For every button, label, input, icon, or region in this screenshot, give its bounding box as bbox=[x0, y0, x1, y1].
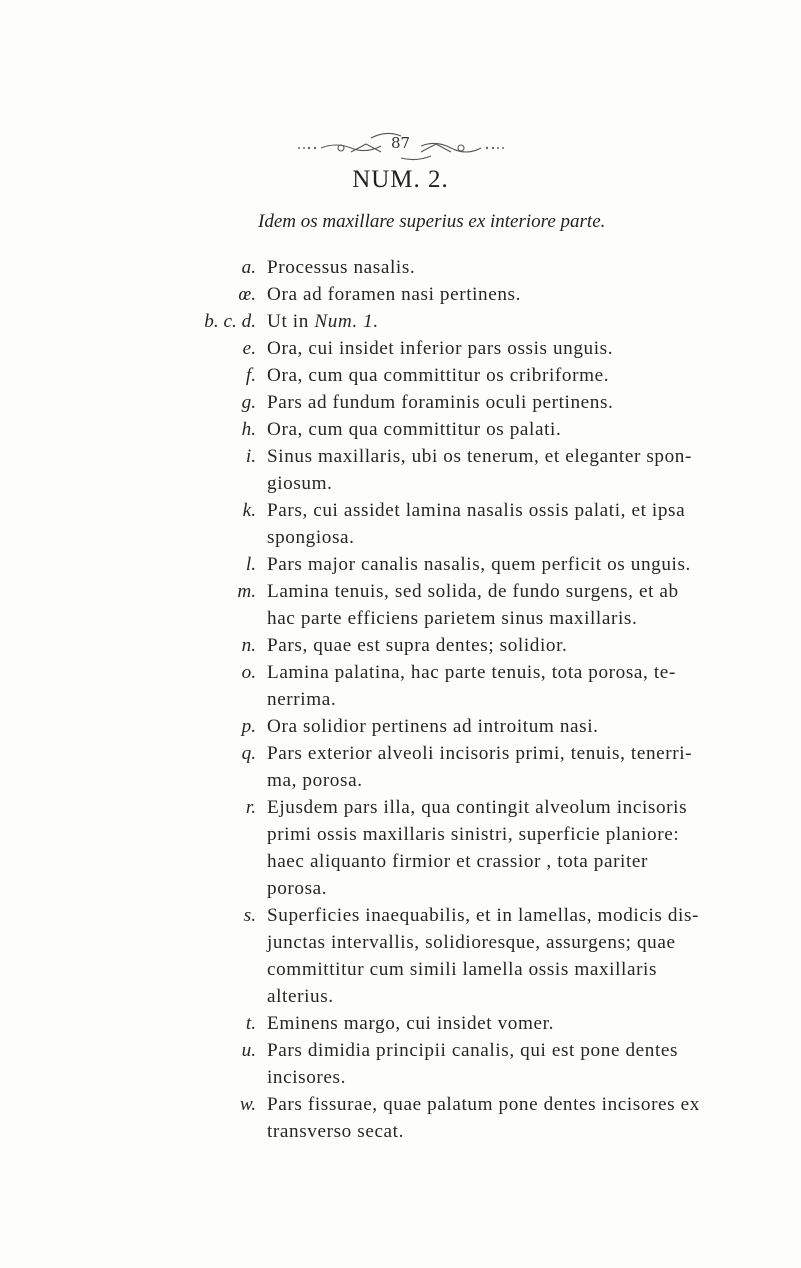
legend-entry bbox=[0, 1037, 801, 1091]
legend-description bbox=[267, 632, 604, 659]
legend-entry bbox=[0, 902, 801, 1010]
description-line: incisores. bbox=[267, 1067, 347, 1088]
description-line: Sinus maxillaris, ubi os tenerum, et eleganter spon- bbox=[267, 446, 692, 467]
legend-description bbox=[267, 740, 693, 794]
legend-entry bbox=[0, 740, 801, 794]
legend-description bbox=[267, 497, 686, 551]
description-line: nerrima. bbox=[267, 689, 337, 710]
description-line: Pars, quae est supra dentes; solidior. bbox=[267, 635, 568, 656]
legend-key: t. bbox=[245, 1013, 256, 1034]
legend-description bbox=[267, 902, 700, 1010]
legend-entry bbox=[0, 308, 801, 335]
legend-key: i. bbox=[245, 446, 256, 467]
description-line: Superficies inaequabilis, et in lamellas, modicis dis- bbox=[267, 905, 700, 926]
legend-list bbox=[0, 254, 801, 1145]
legend-key: f. bbox=[245, 365, 256, 386]
description-line: Pars dimidia principii canalis, qui est pone dentes bbox=[267, 1040, 679, 1061]
description-line: Ora, cum qua committitur os cribriforme. bbox=[267, 365, 610, 386]
description-line: Ora, cum qua committitur os palati. bbox=[267, 419, 562, 440]
description-line: Eminens margo, cui insidet vomer. bbox=[267, 1013, 554, 1034]
page-number: 87 bbox=[390, 134, 411, 152]
description-line: giosum. bbox=[267, 473, 333, 494]
description-line: Lamina tenuis, sed solida, de fundo surgens, et ab bbox=[267, 581, 679, 602]
description-line: spongiosa. bbox=[267, 527, 355, 548]
legend-description bbox=[267, 281, 604, 308]
legend-key: u. bbox=[241, 1040, 256, 1061]
legend-entry bbox=[0, 1010, 801, 1037]
legend-key: œ. bbox=[238, 284, 256, 305]
cross-reference: Num. 1. bbox=[314, 311, 379, 332]
legend-key: h. bbox=[241, 419, 256, 440]
legend-entry bbox=[0, 389, 801, 416]
description-line: ma, porosa. bbox=[267, 770, 363, 791]
description-line: Pars fissurae, quae palatum pone dentes incisores ex bbox=[267, 1094, 700, 1115]
description-line: Ejusdem pars illa, qua contingit alveolum incisoris bbox=[267, 797, 688, 818]
legend-entry bbox=[0, 713, 801, 740]
legend-description bbox=[267, 1037, 679, 1091]
legend-key: r. bbox=[245, 797, 256, 818]
legend-entry bbox=[0, 254, 801, 281]
description-line: hac parte efficiens parietem sinus maxillaris. bbox=[267, 608, 638, 629]
legend-key: w. bbox=[239, 1094, 256, 1115]
legend-key: k. bbox=[242, 500, 256, 521]
description-line: primi ossis maxillaris sinistri, superficie planiore: bbox=[267, 824, 680, 845]
legend-key: o. bbox=[241, 662, 256, 683]
legend-key: g. bbox=[241, 392, 256, 413]
legend-description bbox=[267, 254, 604, 281]
legend-key: n. bbox=[241, 635, 256, 656]
legend-description bbox=[267, 416, 604, 443]
legend-key: b. c. d. bbox=[204, 311, 256, 332]
legend-description bbox=[267, 335, 614, 362]
description-line: Lamina palatina, hac parte tenuis, tota porosa, te- bbox=[267, 662, 676, 683]
legend-key: l. bbox=[245, 554, 256, 575]
legend-description bbox=[267, 389, 614, 416]
description-line: transverso secat. bbox=[267, 1121, 404, 1142]
description-line: Ora solidior pertinens ad introitum nasi. bbox=[267, 716, 599, 737]
legend-entry bbox=[0, 794, 801, 902]
legend-entry bbox=[0, 632, 801, 659]
legend-entry bbox=[0, 443, 801, 497]
description-prefix: Ut in bbox=[267, 311, 315, 332]
legend-key: e. bbox=[242, 338, 256, 359]
legend-key: s. bbox=[243, 905, 256, 926]
legend-description bbox=[267, 362, 610, 389]
legend-entry bbox=[0, 1091, 801, 1145]
legend-key: a. bbox=[241, 257, 256, 278]
section-title: NUM. 2. bbox=[352, 166, 449, 193]
legend-description bbox=[267, 578, 679, 632]
legend-entry bbox=[0, 659, 801, 713]
legend-description bbox=[267, 659, 676, 713]
legend-description bbox=[267, 794, 688, 902]
description-line: committitur cum simili lamella ossis maxillaris bbox=[267, 959, 658, 980]
description-line: Pars, cui assidet lamina nasalis ossis palati, et ipsa bbox=[267, 500, 686, 521]
legend-description bbox=[267, 443, 692, 497]
legend-entry bbox=[0, 416, 801, 443]
legend-description bbox=[267, 713, 604, 740]
section-subtitle: Idem os maxillare superius ex interiore parte. bbox=[258, 211, 606, 232]
description-line: porosa. bbox=[267, 878, 328, 899]
description-line: Pars exterior alveoli incisoris primi, tenuis, tenerri- bbox=[267, 743, 693, 764]
legend-key: q. bbox=[241, 743, 256, 764]
legend-description bbox=[267, 551, 691, 578]
description-line: junctas intervallis, solidioresque, assurgens; quae bbox=[267, 932, 676, 953]
description-line: Processus nasalis. bbox=[267, 257, 416, 278]
description-line: Pars ad fundum foraminis oculi pertinens. bbox=[267, 392, 614, 413]
description-line: alterius. bbox=[267, 986, 334, 1007]
legend-entry bbox=[0, 281, 801, 308]
legend-description bbox=[267, 1010, 604, 1037]
legend-key: m. bbox=[237, 581, 256, 602]
legend-entry bbox=[0, 335, 801, 362]
description-line: Ora ad foramen nasi pertinens. bbox=[267, 284, 522, 305]
legend-description bbox=[267, 308, 604, 335]
legend-description bbox=[267, 1091, 700, 1145]
description-line bbox=[267, 308, 604, 335]
legend-entry bbox=[0, 551, 801, 578]
legend-key: p. bbox=[241, 716, 256, 737]
legend-entry bbox=[0, 578, 801, 632]
description-line: Ora, cui insidet inferior pars ossis unguis. bbox=[267, 338, 614, 359]
legend-entry bbox=[0, 497, 801, 551]
legend-entry bbox=[0, 362, 801, 389]
description-line: Pars major canalis nasalis, quem perficit os unguis. bbox=[267, 554, 691, 575]
description-line: haec aliquanto firmior et crassior , tota pariter bbox=[267, 851, 649, 872]
